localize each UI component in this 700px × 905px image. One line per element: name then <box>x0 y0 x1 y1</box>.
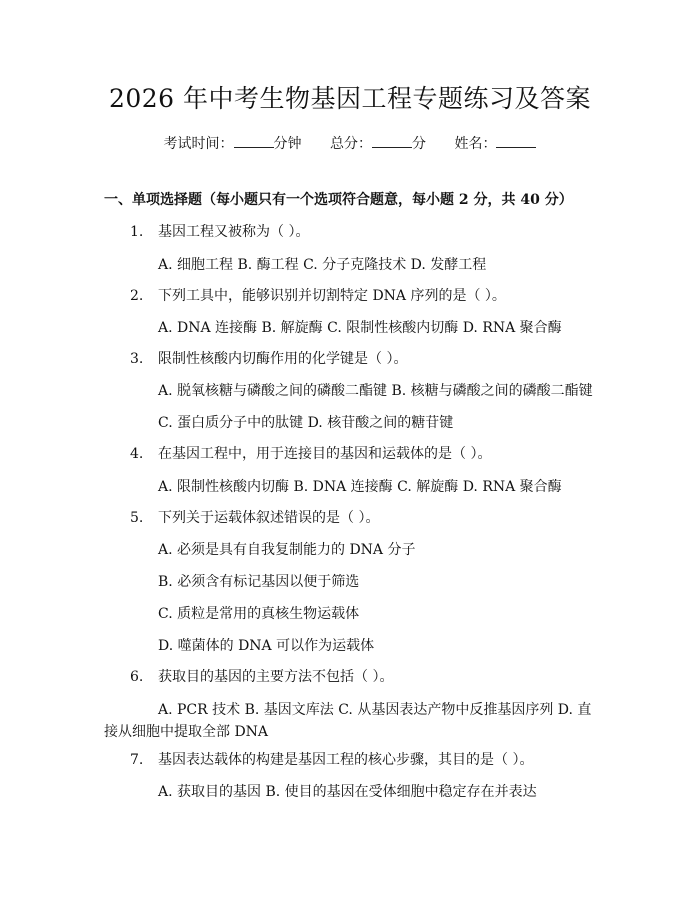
question-number: 7. <box>130 752 144 768</box>
question-text: 获取目的基因的主要方法不包括（ ）。 <box>158 669 394 685</box>
question-number: 1. <box>130 224 144 240</box>
question <box>130 349 407 369</box>
question-number: 2. <box>130 288 144 304</box>
question-text: 下列关于运载体叙述错误的是（ ）。 <box>158 510 380 526</box>
question <box>130 286 506 306</box>
question-options: C. 质粒是常用的真核生物运载体 <box>158 606 360 622</box>
page-title: 2026 年中考生物基因工程专题练习及答案 <box>108 84 592 113</box>
question-options: A. 细胞工程 B. 酶工程 C. 分子克隆技术 D. 发酵工程 <box>158 257 487 273</box>
question-text: 下列工具中，能够识别并切割特定 DNA 序列的是（ ）。 <box>158 288 506 304</box>
question-text: 在基因工程中，用于连接目的基因和运载体的是（ ）。 <box>158 446 492 462</box>
question <box>130 667 393 687</box>
question-options: A. 限制性核酸内切酶 B. DNA 连接酶 C. 解旋酶 D. RNA 聚合酶 <box>158 479 562 495</box>
time-unit: 分钟 <box>273 136 302 152</box>
question-options: D. 噬菌体的 DNA 可以作为运载体 <box>158 638 375 654</box>
student-name <box>454 132 536 154</box>
question-text: 基因表达载体的构建是基因工程的核心步骤，其目的是（ ）。 <box>158 752 534 768</box>
time-label: 考试时间： <box>163 136 234 152</box>
question-options: B. 必须含有标记基因以便于筛选 <box>158 574 360 590</box>
question-text: 限制性核酸内切酶作用的化学键是（ ）。 <box>158 351 408 367</box>
time-blank <box>234 132 274 148</box>
question-number: 5. <box>130 510 144 526</box>
total-score <box>330 132 426 154</box>
question-options: A. PCR 技术 B. 基因文库法 C. 从基因表达产物中反推基因序列 D. 直接从细胞中提取全部 DNA <box>104 702 592 740</box>
question-number: 3. <box>130 351 144 367</box>
exam-time <box>164 132 302 154</box>
question-options: A. 脱氧核糖与磷酸之间的磷酸二酯键 B. 核糖与磷酸之间的磷酸二酯键 <box>158 383 593 399</box>
question <box>130 750 533 770</box>
exam-meta <box>0 132 700 154</box>
name-label: 姓名： <box>454 136 497 152</box>
question-options: A. 获取目的基因 B. 使目的基因在受体细胞中稳定存在并表达 <box>158 784 537 800</box>
question-options: C. 蛋白质分子中的肽键 D. 核苷酸之间的糖苷键 <box>158 415 454 431</box>
question-text: 基因工程又被称为（ ）。 <box>158 224 310 240</box>
question <box>130 444 491 464</box>
score-blank <box>372 132 412 148</box>
question-number: 6. <box>130 669 144 685</box>
question-number: 4. <box>130 446 144 462</box>
name-blank <box>496 132 536 148</box>
question-options: A. 必须是具有自我复制能力的 DNA 分子 <box>158 542 416 558</box>
question-options: A. DNA 连接酶 B. 解旋酶 C. 限制性核酸内切酶 D. RNA 聚合酶 <box>158 320 562 336</box>
score-label: 总分： <box>330 136 372 152</box>
question <box>130 222 309 242</box>
section-heading: 一、单项选择题（每小题只有一个选项符合题意，每小题 2 分，共 40 分） <box>104 192 573 208</box>
question <box>130 508 379 528</box>
score-unit: 分 <box>412 136 426 152</box>
